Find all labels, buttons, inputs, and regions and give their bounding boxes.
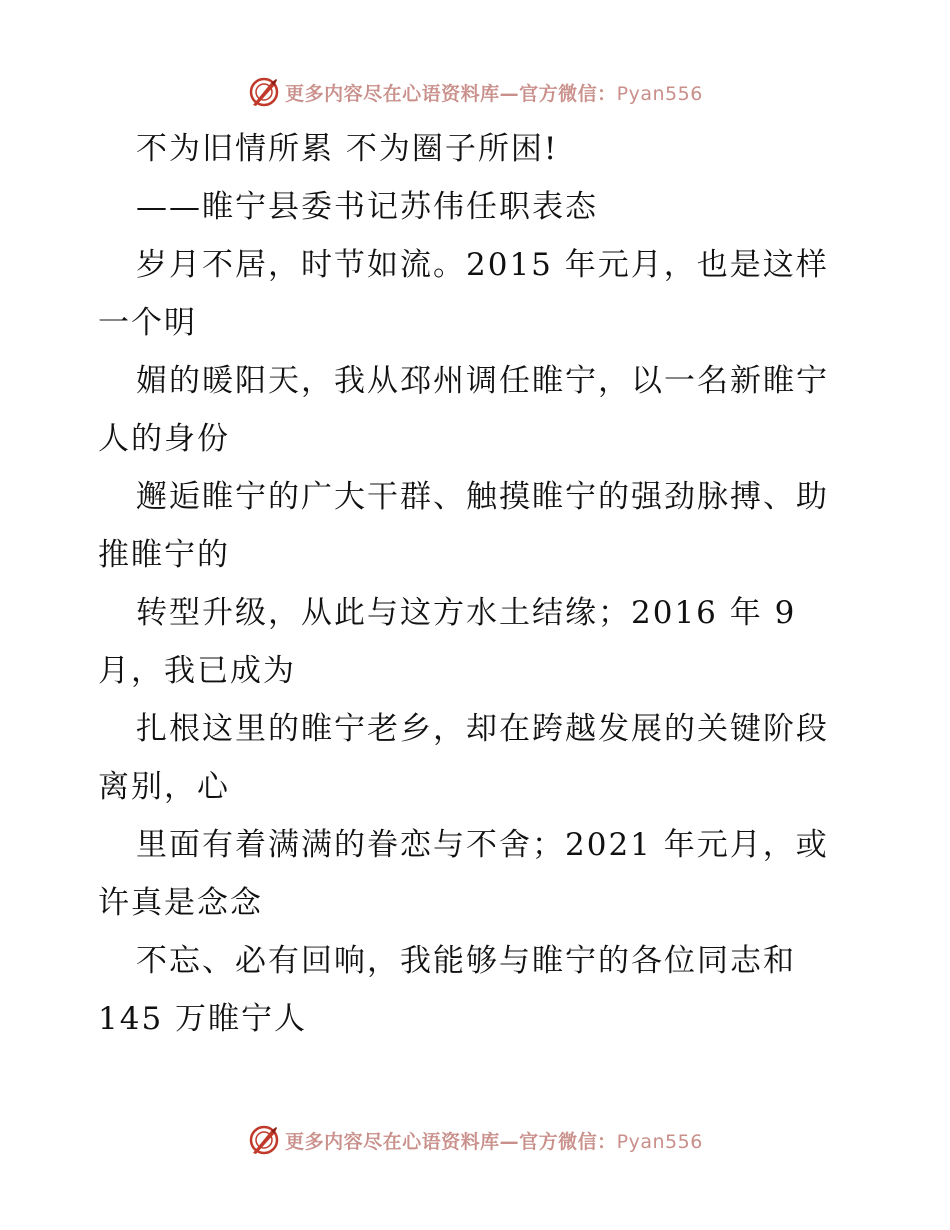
text-line: 媚的暖阳天，我从邳州调任睢宁，以一名新睢宁 xyxy=(136,363,829,399)
document-body xyxy=(98,120,878,1048)
text-line: 推睢宁的 xyxy=(98,537,230,573)
text-line: 一个明 xyxy=(98,305,197,341)
text-line: 许真是念念 xyxy=(98,885,263,921)
header-watermark xyxy=(0,72,950,112)
text-line: ——睢宁县委书记苏伟任职表态 xyxy=(136,189,598,225)
text-line: 邂逅睢宁的广大干群、触摸睢宁的强劲脉搏、助 xyxy=(136,479,829,515)
text-line: 不忘、必有回响，我能够与睢宁的各位同志和 xyxy=(136,943,796,979)
footer-watermark xyxy=(0,1120,950,1160)
quill-pen-logo-icon xyxy=(247,1123,281,1157)
text-line: 转型升级，从此与这方水土结缘；2016 年 9 xyxy=(136,595,797,631)
text-line: 145 万睢宁人 xyxy=(98,1001,308,1037)
watermark-text: 更多内容尽在心语资料库—官方微信：Pyan556 xyxy=(285,1130,703,1153)
text-line: 扎根这里的睢宁老乡，却在跨越发展的关键阶段 xyxy=(136,711,829,747)
text-line: 月，我已成为 xyxy=(98,653,296,689)
text-line: 里面有着满满的眷恋与不舍；2021 年元月，或 xyxy=(136,827,829,863)
text-line: 不为旧情所累 不为圈子所困! xyxy=(136,131,559,167)
text-line: 离别，心 xyxy=(98,769,230,805)
text-line: 岁月不居，时节如流。2015 年元月，也是这样 xyxy=(136,247,829,283)
text-line: 人的身份 xyxy=(98,421,230,457)
watermark-text: 更多内容尽在心语资料库—官方微信：Pyan556 xyxy=(285,82,703,105)
quill-pen-logo-icon xyxy=(247,75,281,109)
